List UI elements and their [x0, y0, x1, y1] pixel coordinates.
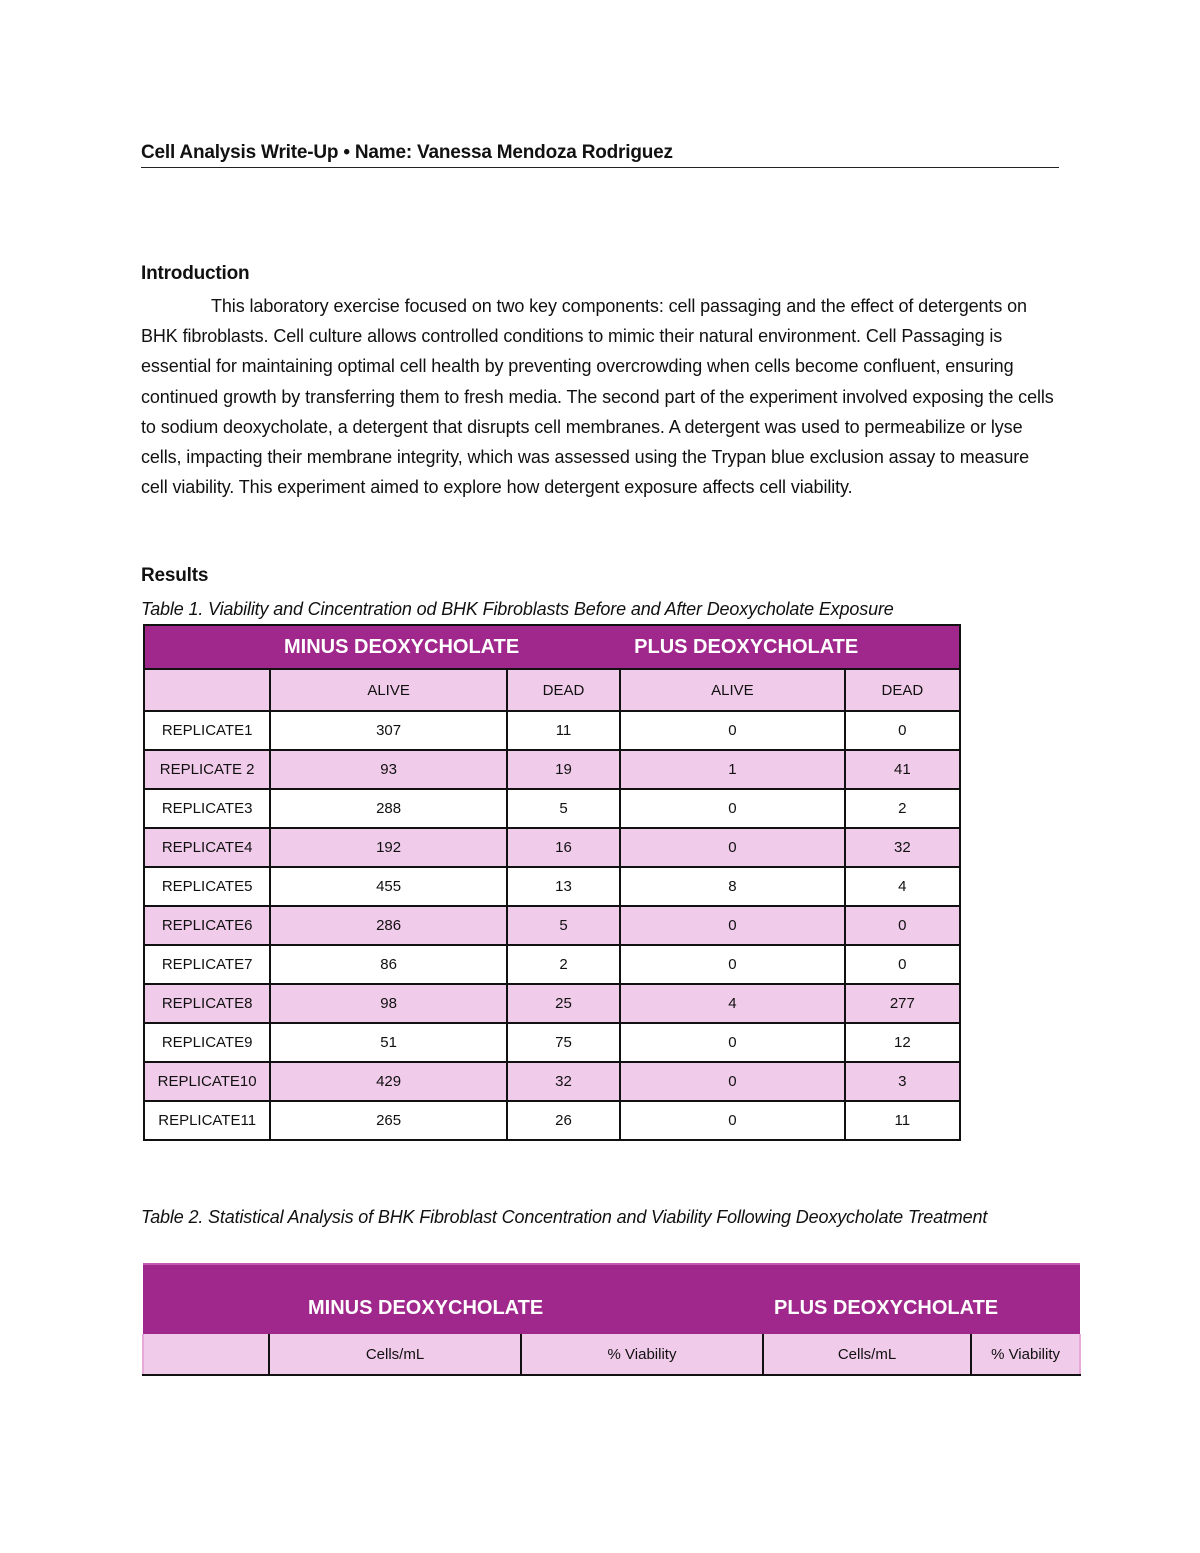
table2-statistical-analysis	[142, 1263, 1081, 1376]
table1-cell-minus-alive: 288	[270, 789, 507, 828]
results-heading: Results	[141, 565, 209, 586]
table1-cell-plus-dead: 2	[845, 789, 960, 828]
table1-cell-replicate: REPLICATE4	[144, 828, 270, 867]
table1-cell-replicate: REPLICATE11	[144, 1101, 270, 1140]
table2-col-header-minus-cells: Cells/mL	[269, 1334, 521, 1375]
table1-cell-minus-alive: 265	[270, 1101, 507, 1140]
table1-col-header-plus-dead: DEAD	[845, 669, 960, 711]
table1-cell-minus-alive: 86	[270, 945, 507, 984]
table1-cell-plus-dead: 277	[845, 984, 960, 1023]
document-header: Cell Analysis Write-Up • Name: Vanessa Mendoza Rodriguez	[141, 142, 1059, 168]
table1-cell-minus-alive: 307	[270, 711, 507, 750]
table1-caption: Table 1. Viability and Cincentration od BHK Fibroblasts Before and After Deoxycholate Exposure	[141, 599, 894, 619]
table-row	[144, 711, 960, 750]
table-row	[144, 750, 960, 789]
table1-cell-minus-dead: 5	[507, 789, 620, 828]
table-row	[144, 984, 960, 1023]
table1-cell-plus-dead: 32	[845, 828, 960, 867]
table1-col-header-minus-dead: DEAD	[507, 669, 620, 711]
table1-cell-replicate: REPLICATE6	[144, 906, 270, 945]
table1-cell-minus-alive: 98	[270, 984, 507, 1023]
table1-cell-plus-dead: 4	[845, 867, 960, 906]
table1-column-header-row	[144, 669, 960, 711]
table1-cell-plus-dead: 41	[845, 750, 960, 789]
table1-cell-minus-dead: 2	[507, 945, 620, 984]
table1-cell-plus-dead: 0	[845, 906, 960, 945]
table1-cell-minus-alive: 51	[270, 1023, 507, 1062]
table1-cell-plus-dead: 0	[845, 711, 960, 750]
table2-col-header-plus-cells: Cells/mL	[763, 1334, 971, 1375]
table1-cell-plus-alive: 0	[620, 945, 845, 984]
table1-cell-plus-alive: 0	[620, 789, 845, 828]
table1-cell-plus-alive: 0	[620, 828, 845, 867]
table1-cell-plus-dead: 0	[845, 945, 960, 984]
introduction-heading: Introduction	[141, 263, 250, 284]
table1-cell-plus-dead: 3	[845, 1062, 960, 1101]
table1-cell-plus-dead: 11	[845, 1101, 960, 1140]
table1-cell-plus-alive: 4	[620, 984, 845, 1023]
table2-column-header-row	[143, 1334, 1080, 1375]
table1-cell-plus-alive: 0	[620, 711, 845, 750]
table1-cell-minus-dead: 16	[507, 828, 620, 867]
table1-cell-minus-dead: 26	[507, 1101, 620, 1140]
table-row	[144, 1023, 960, 1062]
table1-cell-plus-dead: 12	[845, 1023, 960, 1062]
table1-cell-minus-dead: 5	[507, 906, 620, 945]
table-row	[144, 828, 960, 867]
table1-cell-minus-alive: 429	[270, 1062, 507, 1101]
table1-cell-replicate: REPLICATE3	[144, 789, 270, 828]
table1-cell-plus-alive: 8	[620, 867, 845, 906]
table1-cell-minus-dead: 13	[507, 867, 620, 906]
table1-cell-replicate: REPLICATE5	[144, 867, 270, 906]
table2-group-minus: MINUS DEOXYCHOLATE	[143, 1264, 763, 1334]
table1-cell-minus-dead: 19	[507, 750, 620, 789]
table-row	[144, 789, 960, 828]
table-row	[144, 1062, 960, 1101]
table1-cell-minus-alive: 455	[270, 867, 507, 906]
table1-group-plus: PLUS DEOXYCHOLATE	[620, 625, 960, 669]
table1-group-minus: MINUS DEOXYCHOLATE	[144, 625, 620, 669]
table-row	[144, 1101, 960, 1140]
table1-cell-replicate: REPLICATE7	[144, 945, 270, 984]
table1-cell-minus-dead: 11	[507, 711, 620, 750]
table2-col-header-plus-viability: % Viability	[971, 1334, 1080, 1375]
table1-cell-minus-alive: 286	[270, 906, 507, 945]
table2-caption: Table 2. Statistical Analysis of BHK Fibroblast Concentration and Viability Following Deoxycholate Treatment	[141, 1207, 988, 1227]
table1-col-header-minus-alive: ALIVE	[270, 669, 507, 711]
table1-cell-replicate: REPLICATE10	[144, 1062, 270, 1101]
table1-cell-plus-alive: 0	[620, 1101, 845, 1140]
table1-cell-minus-dead: 25	[507, 984, 620, 1023]
table1-cell-replicate: REPLICATE 2	[144, 750, 270, 789]
table1-cell-minus-dead: 32	[507, 1062, 620, 1101]
table1-cell-plus-alive: 0	[620, 1023, 845, 1062]
table2-col-header-minus-viability: % Viability	[521, 1334, 763, 1375]
table-row	[144, 945, 960, 984]
table1-cell-replicate: REPLICATE8	[144, 984, 270, 1023]
table1-cell-plus-alive: 0	[620, 906, 845, 945]
table-row	[144, 867, 960, 906]
table1-col-header-plus-alive: ALIVE	[620, 669, 845, 711]
table1-group-header-row	[144, 625, 960, 669]
table1-cell-minus-dead: 75	[507, 1023, 620, 1062]
table2-group-plus: PLUS DEOXYCHOLATE	[763, 1264, 1080, 1334]
table1-cell-plus-alive: 0	[620, 1062, 845, 1101]
table1-cell-minus-alive: 192	[270, 828, 507, 867]
table1-cell-replicate: REPLICATE9	[144, 1023, 270, 1062]
table-row	[144, 906, 960, 945]
table2-group-header-row	[143, 1264, 1080, 1334]
table1-col-header-replicate	[144, 669, 270, 711]
table1-cell-replicate: REPLICATE1	[144, 711, 270, 750]
table1-viability-concentration	[143, 624, 961, 1141]
table1-cell-minus-alive: 93	[270, 750, 507, 789]
table1-cell-plus-alive: 1	[620, 750, 845, 789]
table2-col-header-blank	[143, 1334, 269, 1375]
introduction-paragraph: This laboratory exercise focused on two key components: cell passaging and the effect of detergents on BHK fibroblasts. Cell culture allows controlled conditions to mimic their natural environment. Cell Passaging is essential for maintaining optimal cell health by preventing overcrowding when cells become confluent, ensuring continued growth by transferring them to fresh media. The second part of the experiment involved exposing the cells to sodium deoxycholate, a detergent that disrupts cell membranes. A detergent was used to permeabilize or lyse cells, impacting their membrane integrity, which was assessed using the Trypan blue exclusion assay to measure cell viability. This experiment aimed to explore how detergent exposure affects cell viability.	[141, 296, 1054, 498]
